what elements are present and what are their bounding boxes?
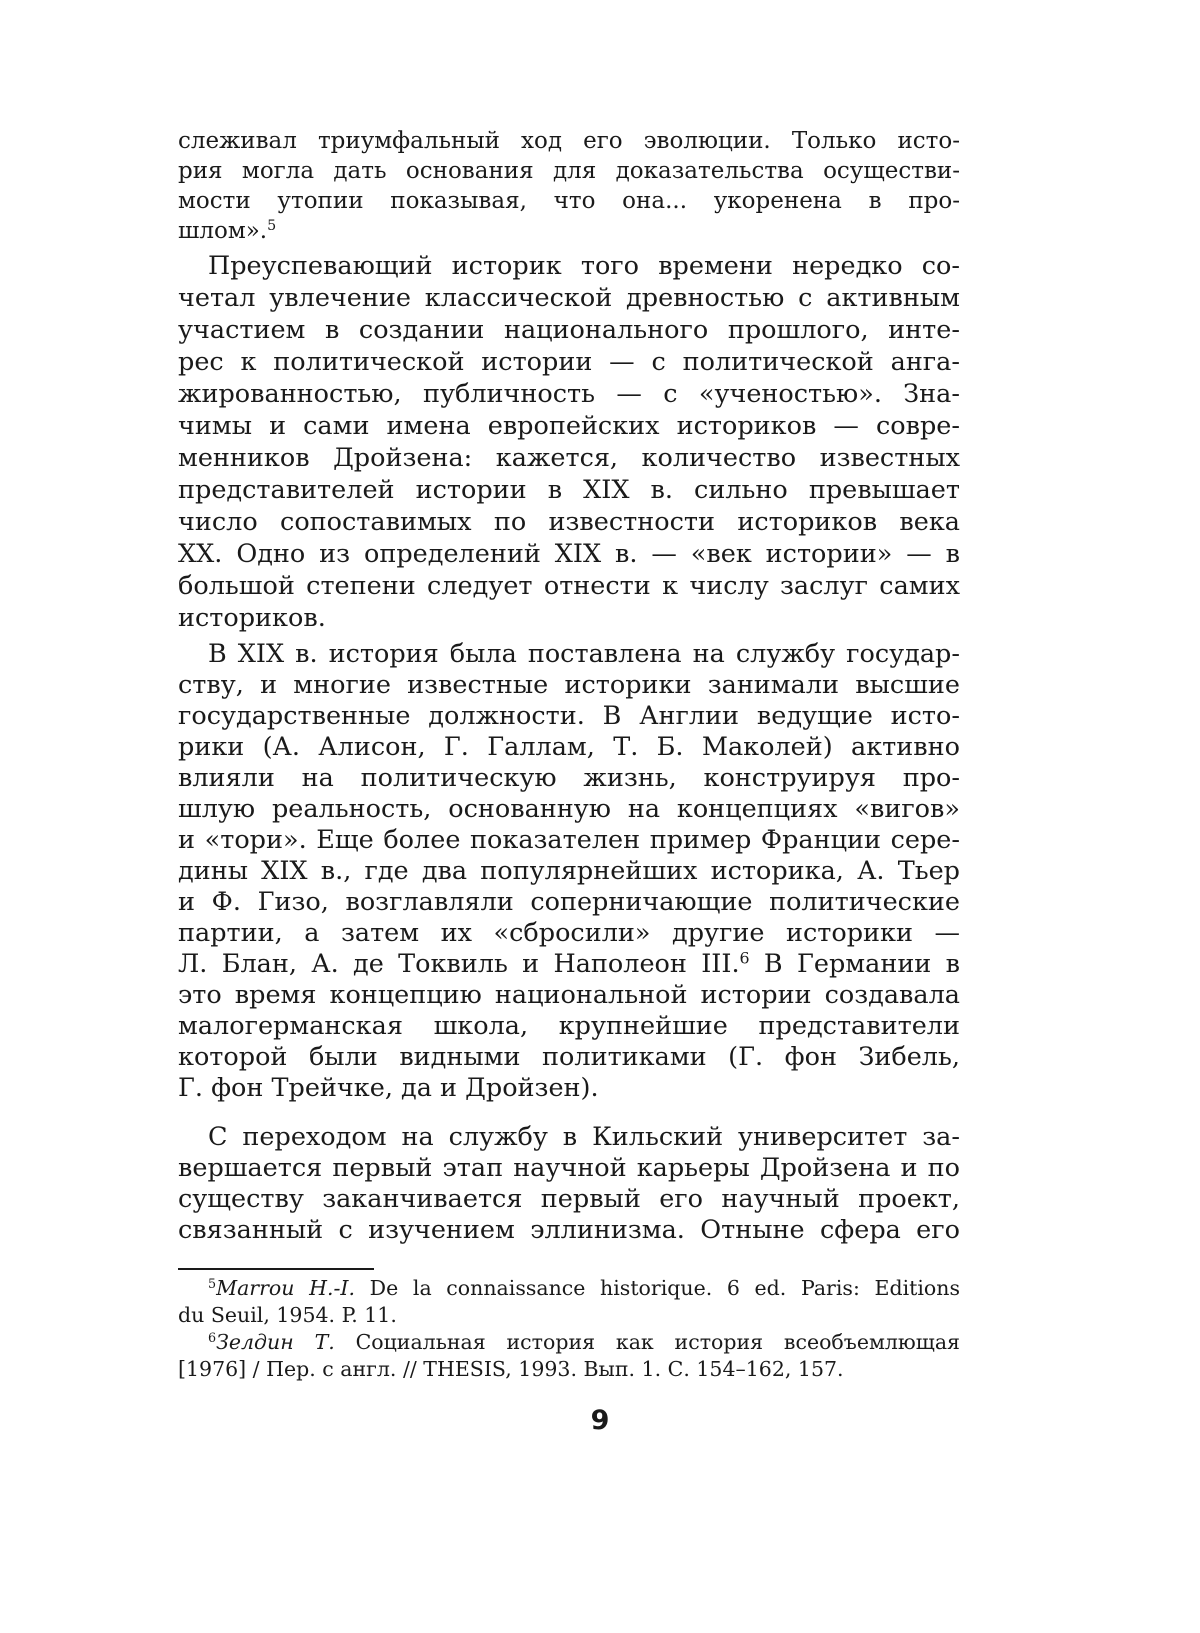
paragraph-line-with-note: [178, 948, 960, 981]
paragraph-line: связанный с изучением эллинизма. Отныне сфера его: [178, 1215, 960, 1245]
paragraph-line: представителей истории в XIX в. сильно превышает: [178, 475, 960, 505]
paragraph-line: чимы и сами имена европейских историков — совре-: [178, 411, 960, 441]
paragraph-line: шлую реальность, основанную на концепциях «вигов»: [178, 794, 960, 824]
paragraph-line: В XIX в. история была поставлена на службу государ-: [208, 639, 960, 669]
paragraph-line: Преуспевающий историк того времени нередко со-: [208, 251, 960, 281]
paragraph-line: существу заканчивается первый его научный проект,: [178, 1184, 960, 1214]
quote-line-text: шлом».: [178, 218, 268, 244]
quote-line: рия могла дать основания для доказательства осуществи-: [178, 158, 960, 184]
quote-line-last: [178, 216, 960, 246]
paragraph-line: четал увлечение классической древностью с активным: [178, 283, 960, 313]
paragraph-line: участием в создании национального прошлого, инте-: [178, 315, 960, 345]
footnote-text: Социальная история как история всеобъемлющая: [334, 1330, 960, 1354]
paragraph-line: Г. фон Трейчке, да и Дройзен).: [178, 1073, 599, 1103]
paragraph-line: партии, а затем их «сбросили» другие историки —: [178, 918, 960, 948]
paragraph-line: большой степени следует отнести к числу заслуг самих: [178, 571, 960, 601]
footnote-5-line-1: [178, 1275, 960, 1302]
footnote-text: De la connaissance historique. 6 ed. Paris: Editions: [355, 1276, 960, 1300]
paragraph-line: и Ф. Гизо, возглавляли соперничающие политические: [178, 887, 960, 917]
paragraph-line: государственные должности. В Англии ведущие исто-: [178, 701, 960, 731]
footnote-separator: [178, 1268, 374, 1270]
page-number: 9: [590, 1405, 610, 1436]
paragraph-line-part: В Германии в: [749, 949, 960, 979]
footnote-author: Marrou H.-I.: [216, 1276, 356, 1300]
quote-line: слеживал триумфальный ход его эволюции. Только исто-: [178, 128, 960, 154]
paragraph-line: и «тори». Еще более показателен пример Франции сере-: [178, 825, 960, 855]
footnote-6-line-2: [1976] / Пер. с англ. // THESIS, 1993. Вып. 1. С. 154–162, 157.: [178, 1357, 844, 1381]
paragraph-line: С переходом на службу в Кильский университет за-: [208, 1122, 960, 1152]
paragraph-line: вершается первый этап научной карьеры Дройзена и по: [178, 1153, 960, 1183]
footnote-ref-6: 6: [739, 948, 750, 968]
paragraph-line: историков.: [178, 603, 326, 633]
paragraph-line: рес к политической истории — с политической анга-: [178, 347, 960, 377]
paragraph-line: рики (А. Алисон, Г. Галлам, Т. Б. Маколей) активно: [178, 732, 960, 762]
paragraph-line: число сопоставимых по известности историков века: [178, 507, 960, 537]
footnote-author: Зелдин Т.: [216, 1330, 335, 1354]
footnote-mark-5: 5: [208, 1276, 217, 1292]
quote-line: мости утопии показывая, что она... укоренена в про-: [178, 188, 960, 214]
paragraph-line: жированностью, публичность — с «ученостью». Зна-: [178, 379, 960, 409]
paragraph-line: малогерманская школа, крупнейшие представители: [178, 1011, 960, 1041]
paragraph-line-part: Л. Блан, А. де Токвиль и Наполеон III.: [178, 949, 740, 979]
footnote-mark-6: 6: [208, 1330, 217, 1346]
footnote-5-line-2: du Seuil, 1954. P. 11.: [178, 1303, 397, 1327]
footnote-6-line-1: [178, 1329, 960, 1356]
footnote-ref-5: 5: [267, 218, 277, 235]
paragraph-line: влияли на политическую жизнь, конструируя про-: [178, 763, 960, 793]
paragraph-line: XX. Одно из определений XIX в. — «век истории» — в: [178, 539, 960, 569]
paragraph-line: которой были видными политиками (Г. фон Зибель,: [178, 1042, 960, 1072]
paragraph-line: это время концепцию национальной истории создавала: [178, 980, 960, 1010]
paragraph-line: дины XIX в., где два популярнейших историка, А. Тьер: [178, 856, 960, 886]
paragraph-line: менников Дройзена: кажется, количество известных: [178, 443, 960, 473]
paragraph-line: ству, и многие известные историки занимали высшие: [178, 670, 960, 700]
